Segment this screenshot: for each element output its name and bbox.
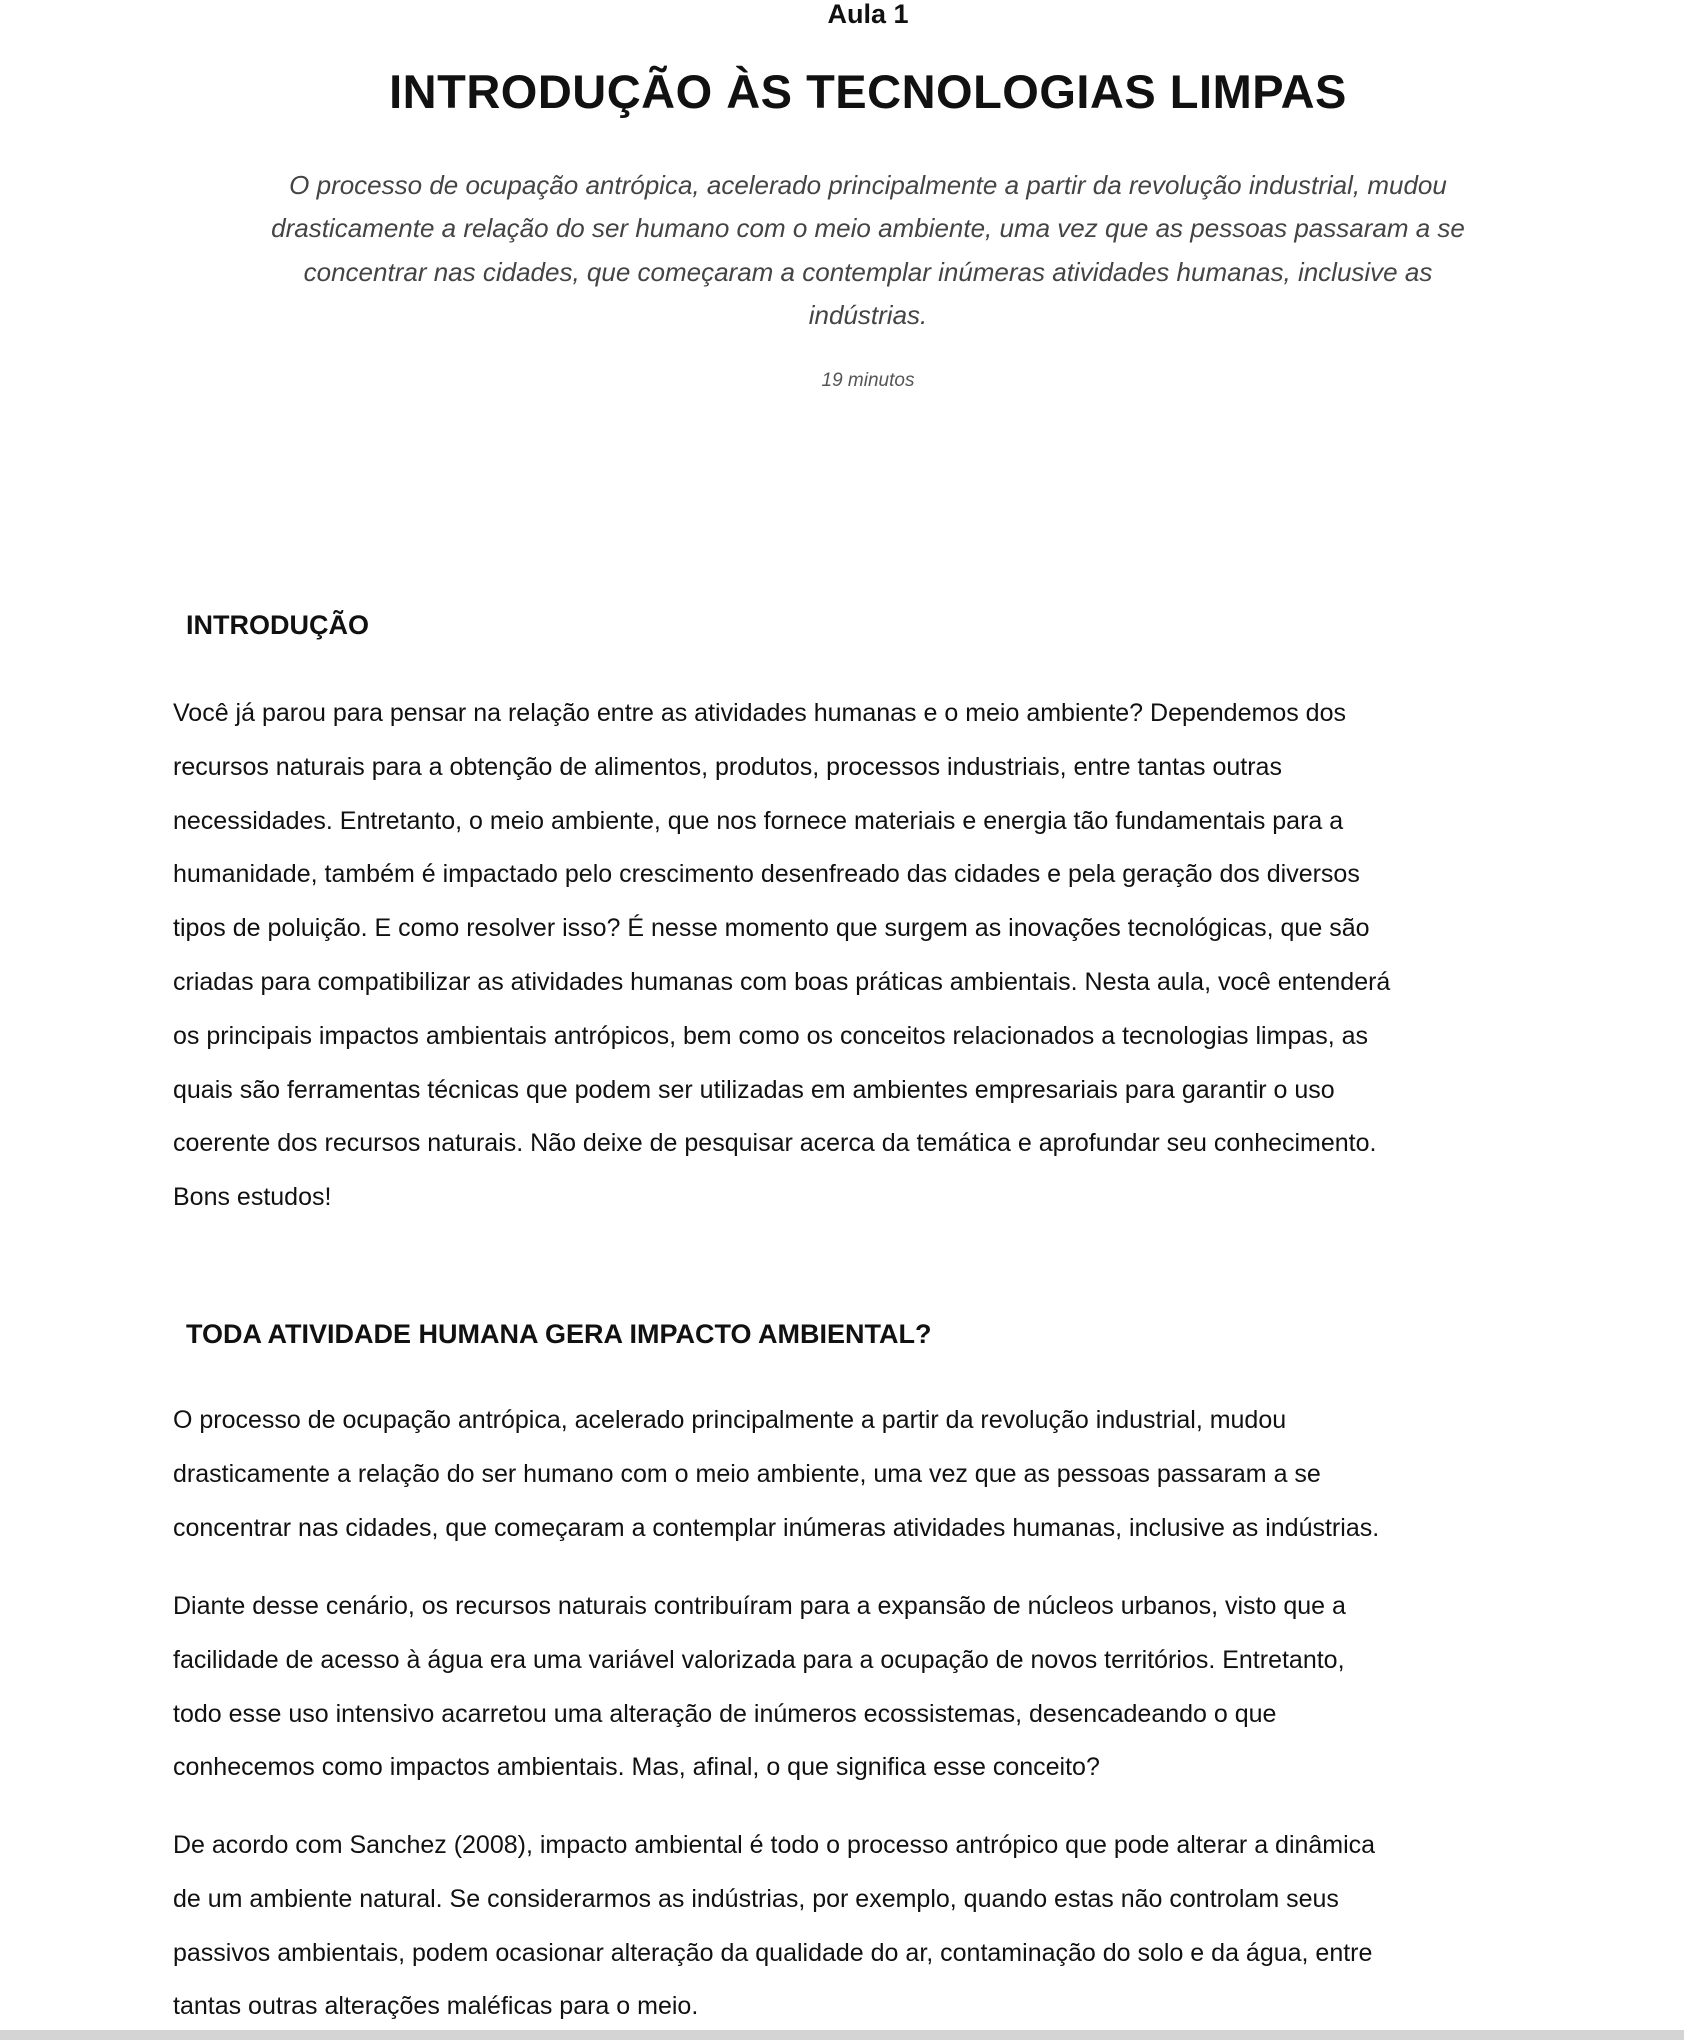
text-line: criadas para compatibilizar as atividades humanas com boas práticas ambientais. Nesta aula, você entenderá: [173, 967, 1391, 996]
page-title: INTRODUÇÃO ÀS TECNOLOGIAS LIMPAS: [389, 65, 1347, 118]
section-heading-impacto: TODA ATIVIDADE HUMANA GERA IMPACTO AMBIENTAL?: [186, 1319, 932, 1349]
reading-duration: 19 minutos: [821, 370, 915, 391]
text-line: recursos naturais para a obtenção de alimentos, produtos, processos industriais, entre tantas outras: [173, 752, 1282, 781]
text-line: Diante desse cenário, os recursos naturais contribuíram para a expansão de núcleos urbanos, visto que a: [173, 1592, 1346, 1620]
text-line: Bons estudos!: [173, 1183, 332, 1212]
text-line: passivos ambientais, podem ocasionar alteração da qualidade do ar, contaminação do solo e da água, entre: [173, 1938, 1373, 1967]
text-line: De acordo com Sanchez (2008), impacto ambiental é todo o processo antrópico que pode alterar a dinâmica: [173, 1831, 1376, 1859]
text-line: quais são ferramentas técnicas que podem ser utilizadas em ambientes empresariais para garantir o uso: [173, 1075, 1335, 1104]
text-line: os principais impactos ambientais antrópicos, bem como os conceitos relacionados a tecnologias limpas, as: [173, 1021, 1369, 1050]
text-line: necessidades. Entretanto, o meio ambiente, que nos fornece materiais e energia tão fundamentais para a: [173, 806, 1344, 835]
paragraph: [173, 1580, 1613, 1795]
text-line: drasticamente a relação do ser humano com o meio ambiente, uma vez que as pessoas passaram a se: [173, 1459, 1321, 1488]
lead-line: O processo de ocupação antrópica, acelerado principalmente a partir da revolução industrial, mudou: [289, 170, 1447, 200]
text-line: coerente dos recursos naturais. Não deixe de pesquisar acerca da temática e aprofundar seu conhecimento.: [173, 1129, 1377, 1158]
text-line: concentrar nas cidades, que começaram a contemplar inúmeras atividades humanas, inclusive as indústrias.: [173, 1513, 1380, 1542]
lead-line: indústrias.: [808, 299, 928, 330]
text-line: O processo de ocupação antrópica, acelerado principalmente a partir da revolução industrial, mudou: [173, 1406, 1287, 1434]
paragraph: [173, 687, 1613, 1225]
paragraph: [173, 1394, 1613, 1555]
section-heading-introducao: INTRODUÇÃO: [186, 610, 369, 640]
text-line: tantas outras alterações maléficas para o meio.: [173, 1992, 699, 2021]
text-line: facilidade de acesso à água era uma variável valorizada para a ocupação de novos territórios. Entretanto,: [173, 1645, 1345, 1674]
text-line: Você já parou para pensar na relação entre as atividades humanas e o meio ambiente? Dependemos dos: [173, 699, 1346, 727]
lead-paragraph: [150, 164, 1586, 337]
text-line: humanidade, também é impactado pelo crescimento desenfreado das cidades e pela geração dos diversos: [173, 860, 1360, 889]
lesson-label: Aula 1: [827, 0, 909, 29]
paragraph: [173, 1819, 1613, 2034]
lead-line: concentrar nas cidades, que começaram a contemplar inúmeras atividades humanas, inclusive as: [303, 256, 1433, 287]
text-line: todo esse uso intensivo acarretou uma alteração de inúmeros ecossistemas, desencadeando o que: [173, 1699, 1277, 1728]
text-line: de um ambiente natural. Se considerarmos as indústrias, por exemplo, quando estas não controlam seus: [173, 1884, 1339, 1913]
text-line: tipos de poluição. E como resolver isso? É nesse momento que surgem as inovações tecnológicas, que são: [173, 914, 1370, 943]
lead-line: drasticamente a relação do ser humano com o meio ambiente, uma vez que as pessoas passaram a se: [271, 213, 1465, 244]
horizontal-scrollbar[interactable]: [0, 2030, 1684, 2040]
text-line: conhecemos como impactos ambientais. Mas, afinal, o que significa esse conceito?: [173, 1753, 1100, 1782]
